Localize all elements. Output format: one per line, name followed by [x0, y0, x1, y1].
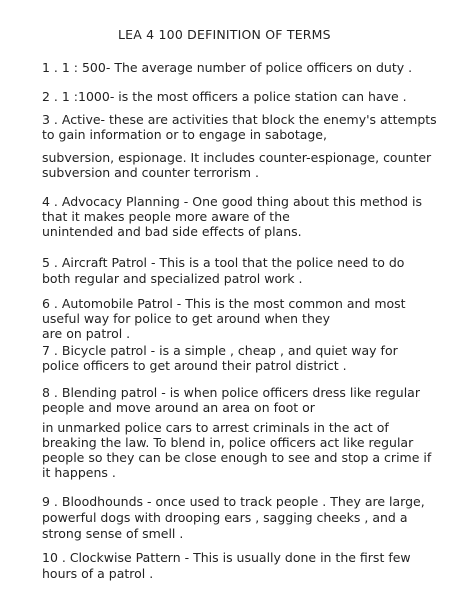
- text-line-4: to gain information or to engage in sabotage,: [42, 127, 327, 142]
- text-line-15: 7 . Bicycle patrol - is a simple , cheap , and quiet way for: [42, 343, 398, 358]
- text-line-7: 4 . Advocacy Planning - One good thing about this method is: [42, 194, 423, 209]
- text-line-23: 9 . Bloodhounds - once used to track people . They are large,: [42, 494, 425, 509]
- text-line-8: that it makes people more aware of the: [42, 209, 290, 224]
- text-line-12: 6 . Automobile Patrol - This is the most common and most: [42, 296, 406, 311]
- document-title: LEA 4 100 DEFINITION OF TERMS: [118, 27, 331, 42]
- text-line-21: people so they can be close enough to see and stop a crime if: [42, 450, 432, 465]
- text-line-16: police officers to get around their patrol district .: [42, 358, 347, 373]
- text-line-27: hours of a patrol .: [42, 566, 154, 581]
- text-line-2: 2 . 1 :1000- is the most officers a police station can have .: [42, 89, 407, 104]
- text-line-18: people and move around an area on foot or: [42, 400, 315, 415]
- text-line-20: breaking the law. To blend in, police officers act like regular: [42, 435, 414, 450]
- text-line-17: 8 . Blending patrol - is when police officers dress like regular: [42, 385, 420, 400]
- text-line-3: 3 . Active- these are activities that block the enemy's attempts: [42, 112, 437, 127]
- text-line-14: are on patrol .: [42, 326, 131, 341]
- text-line-13: useful way for police to get around when they: [42, 311, 330, 326]
- text-line-6: subversion and counter terrorism .: [42, 165, 259, 180]
- text-line-24: powerful dogs with drooping ears , sagging cheeks , and a: [42, 510, 408, 525]
- text-line-26: 10 . Clockwise Pattern - This is usually done in the first few: [42, 550, 411, 565]
- text-line-9: unintended and bad side effects of plans.: [42, 224, 302, 239]
- text-line-22: it happens .: [42, 465, 116, 480]
- text-line-25: strong sense of smell .: [42, 526, 184, 541]
- text-line-5: subversion, espionage. It includes counter-espionage, counter: [42, 150, 432, 165]
- text-line-1: 1 . 1 : 500- The average number of police officers on duty .: [42, 60, 413, 75]
- text-line-10: 5 . Aircraft Patrol - This is a tool that the police need to do: [42, 255, 405, 270]
- text-line-19: in unmarked police cars to arrest criminals in the act of: [42, 420, 389, 435]
- text-line-11: both regular and specialized patrol work .: [42, 271, 303, 286]
